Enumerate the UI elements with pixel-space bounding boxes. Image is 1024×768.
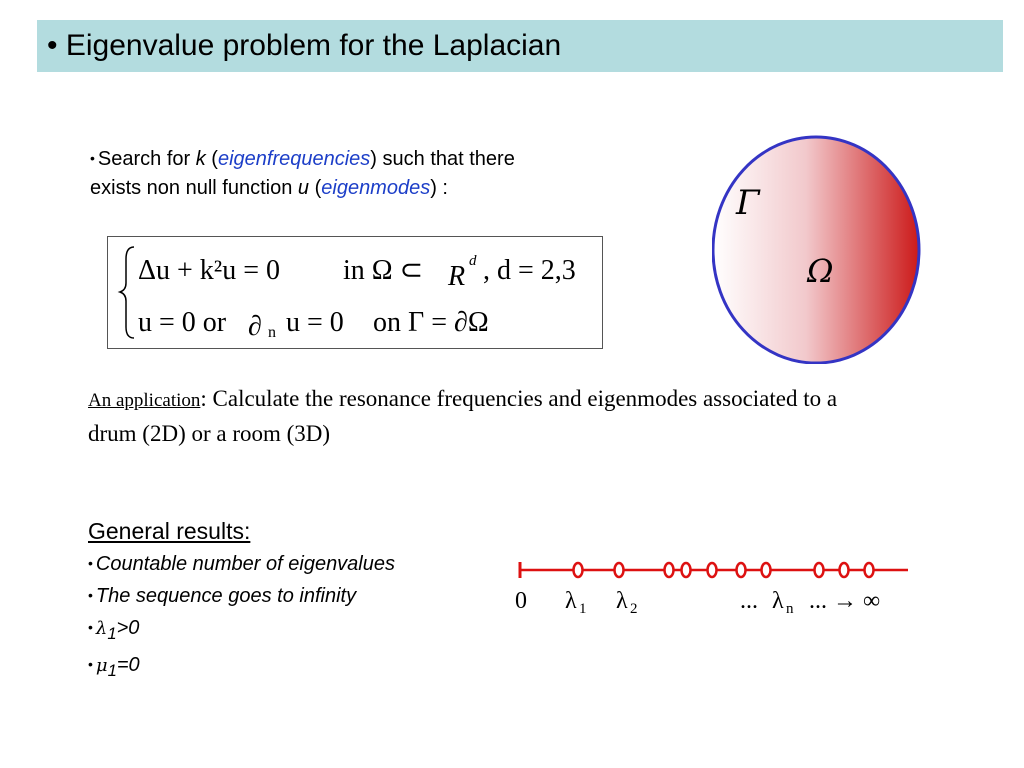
- eigenvalue-marker: [682, 563, 691, 577]
- domain-figure: [712, 134, 924, 364]
- intro-k: k: [195, 148, 206, 170]
- intro-line-1-post: ) such that there: [370, 148, 515, 170]
- spectrum-label-tail: ... → ∞: [809, 588, 881, 614]
- eigenvalue-marker: [737, 563, 746, 577]
- application-text: : Calculate the resonance frequencies and eigenmodes associated to a drum (2D) or a room (3D): [88, 386, 838, 446]
- lambda-relation: >0: [116, 617, 140, 639]
- intro-paragraph: [90, 144, 515, 203]
- boundary-label: Γ: [736, 183, 760, 223]
- eigenvalue-marker: [865, 563, 874, 577]
- result-item-mu: [88, 649, 395, 686]
- eq1-domain: in Ω ⊂: [343, 255, 424, 286]
- intro-line-2-pre: exists non null function: [90, 177, 298, 199]
- eq2-normal: ∂: [248, 311, 262, 342]
- eigenvalue-marker: [840, 563, 849, 577]
- intro-bullet: •: [90, 150, 95, 166]
- results-heading: General results:: [88, 518, 251, 544]
- spectrum-label-dots: ...: [740, 588, 758, 614]
- spectrum-label-l1: λ: [565, 588, 577, 614]
- eq2-normal-sub: n: [268, 324, 276, 341]
- eigenvalue-marker: [665, 563, 674, 577]
- intro-paren-1: (: [205, 148, 218, 170]
- eigenvalue-marker: [762, 563, 771, 577]
- result-item-countable: [88, 548, 395, 580]
- eq1-lhs: Δu + k²u = 0: [138, 255, 280, 286]
- spectrum-label-zero: 0: [515, 588, 527, 614]
- eq1-dims: , d = 2,3: [483, 255, 576, 286]
- lambda-sub: 1: [107, 624, 117, 643]
- mu-symbol: μ: [95, 655, 108, 676]
- eigenvalue-marker: [574, 563, 583, 577]
- interior-label: Ω: [807, 252, 834, 290]
- intro-line-2: [90, 174, 515, 203]
- intro-eigenmodes: eigenmodes: [321, 177, 431, 199]
- result-item-lambda: [88, 612, 395, 649]
- result-item-sequence: [88, 580, 395, 612]
- title-bar: [37, 20, 1003, 72]
- mu-relation: =0: [116, 654, 140, 676]
- spectrum-label-l1-sub: 1: [579, 601, 587, 617]
- intro-line-1-pre: Search for: [97, 148, 196, 170]
- general-results: [88, 518, 395, 686]
- result-countable-text: Countable number of eigenvalues: [95, 553, 395, 575]
- brace-icon: [120, 247, 134, 338]
- intro-u: u: [297, 177, 310, 199]
- spectrum-number-line: [512, 548, 922, 628]
- application-label: An application: [88, 390, 201, 411]
- spectrum-label-l2-sub: 2: [630, 601, 638, 617]
- lambda-symbol: λ: [95, 618, 108, 639]
- result-sequence-text: The sequence goes to infinity: [95, 585, 357, 607]
- intro-paren-2: (: [309, 177, 322, 199]
- intro-eigenfrequencies: eigenfrequencies: [217, 148, 371, 170]
- result-bullet: •: [88, 619, 93, 635]
- eigenvalue-marker: [708, 563, 717, 577]
- result-bullet: •: [88, 587, 93, 603]
- domain-ellipse: [713, 137, 919, 363]
- intro-line-1: [90, 144, 515, 174]
- result-bullet: •: [88, 656, 93, 672]
- mu-sub: 1: [107, 661, 117, 680]
- equation-box: [107, 236, 603, 349]
- equation-svg: [108, 237, 602, 348]
- intro-line-2-post: ) :: [430, 177, 448, 199]
- eq2-part1: u = 0 or: [138, 307, 227, 338]
- result-bullet: •: [88, 555, 93, 571]
- spectrum-label-ln-sub: n: [786, 601, 794, 617]
- eq2-part2: u = 0: [286, 307, 344, 338]
- eigenvalue-marker: [615, 563, 624, 577]
- eq1-space-sup: d: [469, 253, 477, 269]
- eq2-boundary: on Γ = ∂Ω: [373, 307, 489, 338]
- spectrum-label-l2: λ: [616, 588, 628, 614]
- eq1-space: R: [448, 261, 466, 292]
- spectrum-label-ln: λ: [772, 588, 784, 614]
- application-paragraph: [88, 382, 868, 450]
- slide-title: • Eigenvalue problem for the Laplacian: [47, 29, 562, 62]
- eigenvalue-marker: [815, 563, 824, 577]
